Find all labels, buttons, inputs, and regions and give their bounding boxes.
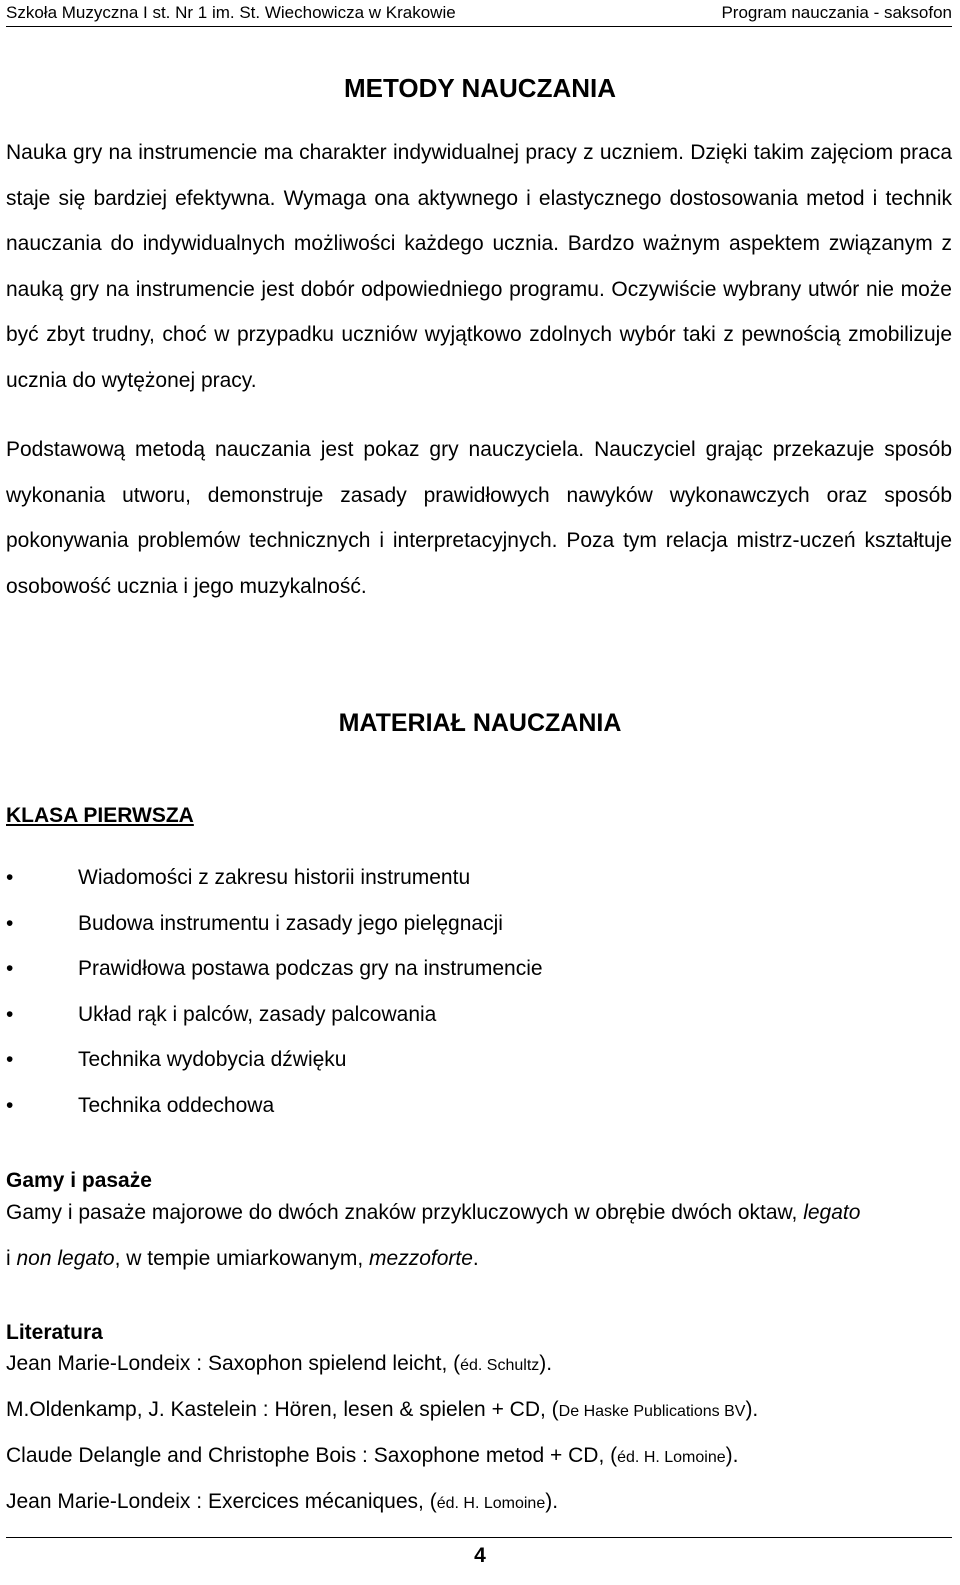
literature-title: Jean Marie-Londeix : Saxophon spielend leicht, ( <box>6 1352 461 1375</box>
list-item-text: Budowa instrumentu i zasady jego pielęgnacji <box>78 911 503 935</box>
header-school-name: Szkoła Muzyczna I st. Nr 1 im. St. Wiechowicza w Krakowie <box>6 3 456 22</box>
literature-item <box>6 1490 558 1514</box>
scales-heading: Gamy i pasaże <box>6 1169 152 1192</box>
list-item <box>6 901 543 947</box>
scales-text-part: i <box>6 1246 17 1270</box>
list-item-text: Układ rąk i palców, zasady palcowania <box>78 1002 437 1026</box>
literature-title: M.Oldenkamp, J. Kastelein : Hören, lesen & spielen + CD, ( <box>6 1398 559 1421</box>
scales-text-part: Gamy i pasaże majorowe do dwóch znaków przykluczowych w obrębie dwóch oktaw, <box>6 1201 804 1224</box>
literature-publisher: éd. H. Lomoine <box>436 1495 546 1512</box>
bullet-icon: • <box>6 911 14 935</box>
scales-text-part: , w tempie umiarkowanym, <box>114 1246 370 1270</box>
literature-end: ). <box>745 1398 759 1421</box>
literature-end: ). <box>725 1444 739 1467</box>
scales-term-legato: legato <box>803 1201 861 1224</box>
literature-publisher: éd. H. Lomoine <box>617 1449 726 1466</box>
scales-text-part: . <box>472 1246 479 1270</box>
list-item-text: Technika oddechowa <box>78 1093 275 1117</box>
list-item <box>6 855 543 901</box>
list-item <box>6 946 543 992</box>
literature-item <box>6 1444 738 1468</box>
list-item-text: Prawidłowa postawa podczas gry na instrumencie <box>78 957 543 981</box>
bullet-icon: • <box>6 866 14 889</box>
literature-publisher: De Haske Publications BV <box>558 1403 746 1420</box>
methods-title: METODY NAUCZANIA <box>343 73 617 103</box>
literature-end: ). <box>539 1352 553 1375</box>
methods-paragraph-1: Nauka gry na instrumencie ma charakter indywidualnej pracy z uczniem. Dzięki takim zajęciom praca staje się bardziej efektywna. Wymaga ona aktywnego i elastycznego dostosowania metod i technik nauczania do indywidualnych możliwości każdego ucznia. Bardzo ważnym aspektem związanym z nauką gry na instrumencie jest dobór odpowiedniego programu. Oczywiście wybrany utwór nie może być zbyt trudny, choć w przypadku uczniów wyjątkowo zdolnych wybór taki z pewnością zmobilizuje ucznia do wytężonej pracy. <box>6 141 952 392</box>
literature-heading: Literatura <box>6 1321 103 1344</box>
list-item <box>6 1083 543 1129</box>
scales-text <box>6 1190 952 1281</box>
literature-title: Jean Marie-Londeix : Exercices mécaniques, ( <box>6 1490 437 1513</box>
footer-divider <box>6 1537 952 1538</box>
bullet-icon: • <box>6 1093 14 1117</box>
page-number: 4 <box>474 1544 486 1567</box>
material-title: MATERIAŁ NAUCZANIA <box>338 709 622 737</box>
bullet-icon: • <box>6 1048 14 1072</box>
list-item-text: Wiadomości z zakresu historii instrumentu <box>78 866 471 889</box>
list-item <box>6 992 543 1038</box>
literature-item <box>6 1352 552 1376</box>
scales-term-mezzoforte: mezzoforte <box>369 1246 473 1270</box>
page-header <box>6 0 952 27</box>
literature-title: Claude Delangle and Christophe Bois : Saxophone metod + CD, ( <box>6 1444 618 1467</box>
list-item <box>6 1037 543 1083</box>
bullet-icon: • <box>6 957 14 981</box>
literature-item <box>6 1398 758 1422</box>
literature-end: ). <box>545 1490 559 1513</box>
literature-publisher: éd. Schultz <box>460 1357 540 1374</box>
methods-paragraph-2: Podstawową metodą nauczania jest pokaz gry nauczyciela. Nauczyciel grając przekazuje sposób wykonania utworu, demonstruje zasady prawidłowych nawyków wykonawczych oraz sposób pokonywania problemów technicznych i interpretacyjnych. Poza tym relacja mistrz-uczeń kształtuje osobowość ucznia i jego muzykalność. <box>6 438 952 598</box>
topic-list <box>6 855 543 1129</box>
scales-term-non-legato: non legato <box>16 1246 115 1270</box>
list-item-text: Technika wydobycia dźwięku <box>78 1048 347 1072</box>
header-program-name: Program nauczania - saksofon <box>721 3 952 22</box>
bullet-icon: • <box>6 1002 14 1026</box>
class-heading: KLASA PIERWSZA <box>6 804 194 827</box>
